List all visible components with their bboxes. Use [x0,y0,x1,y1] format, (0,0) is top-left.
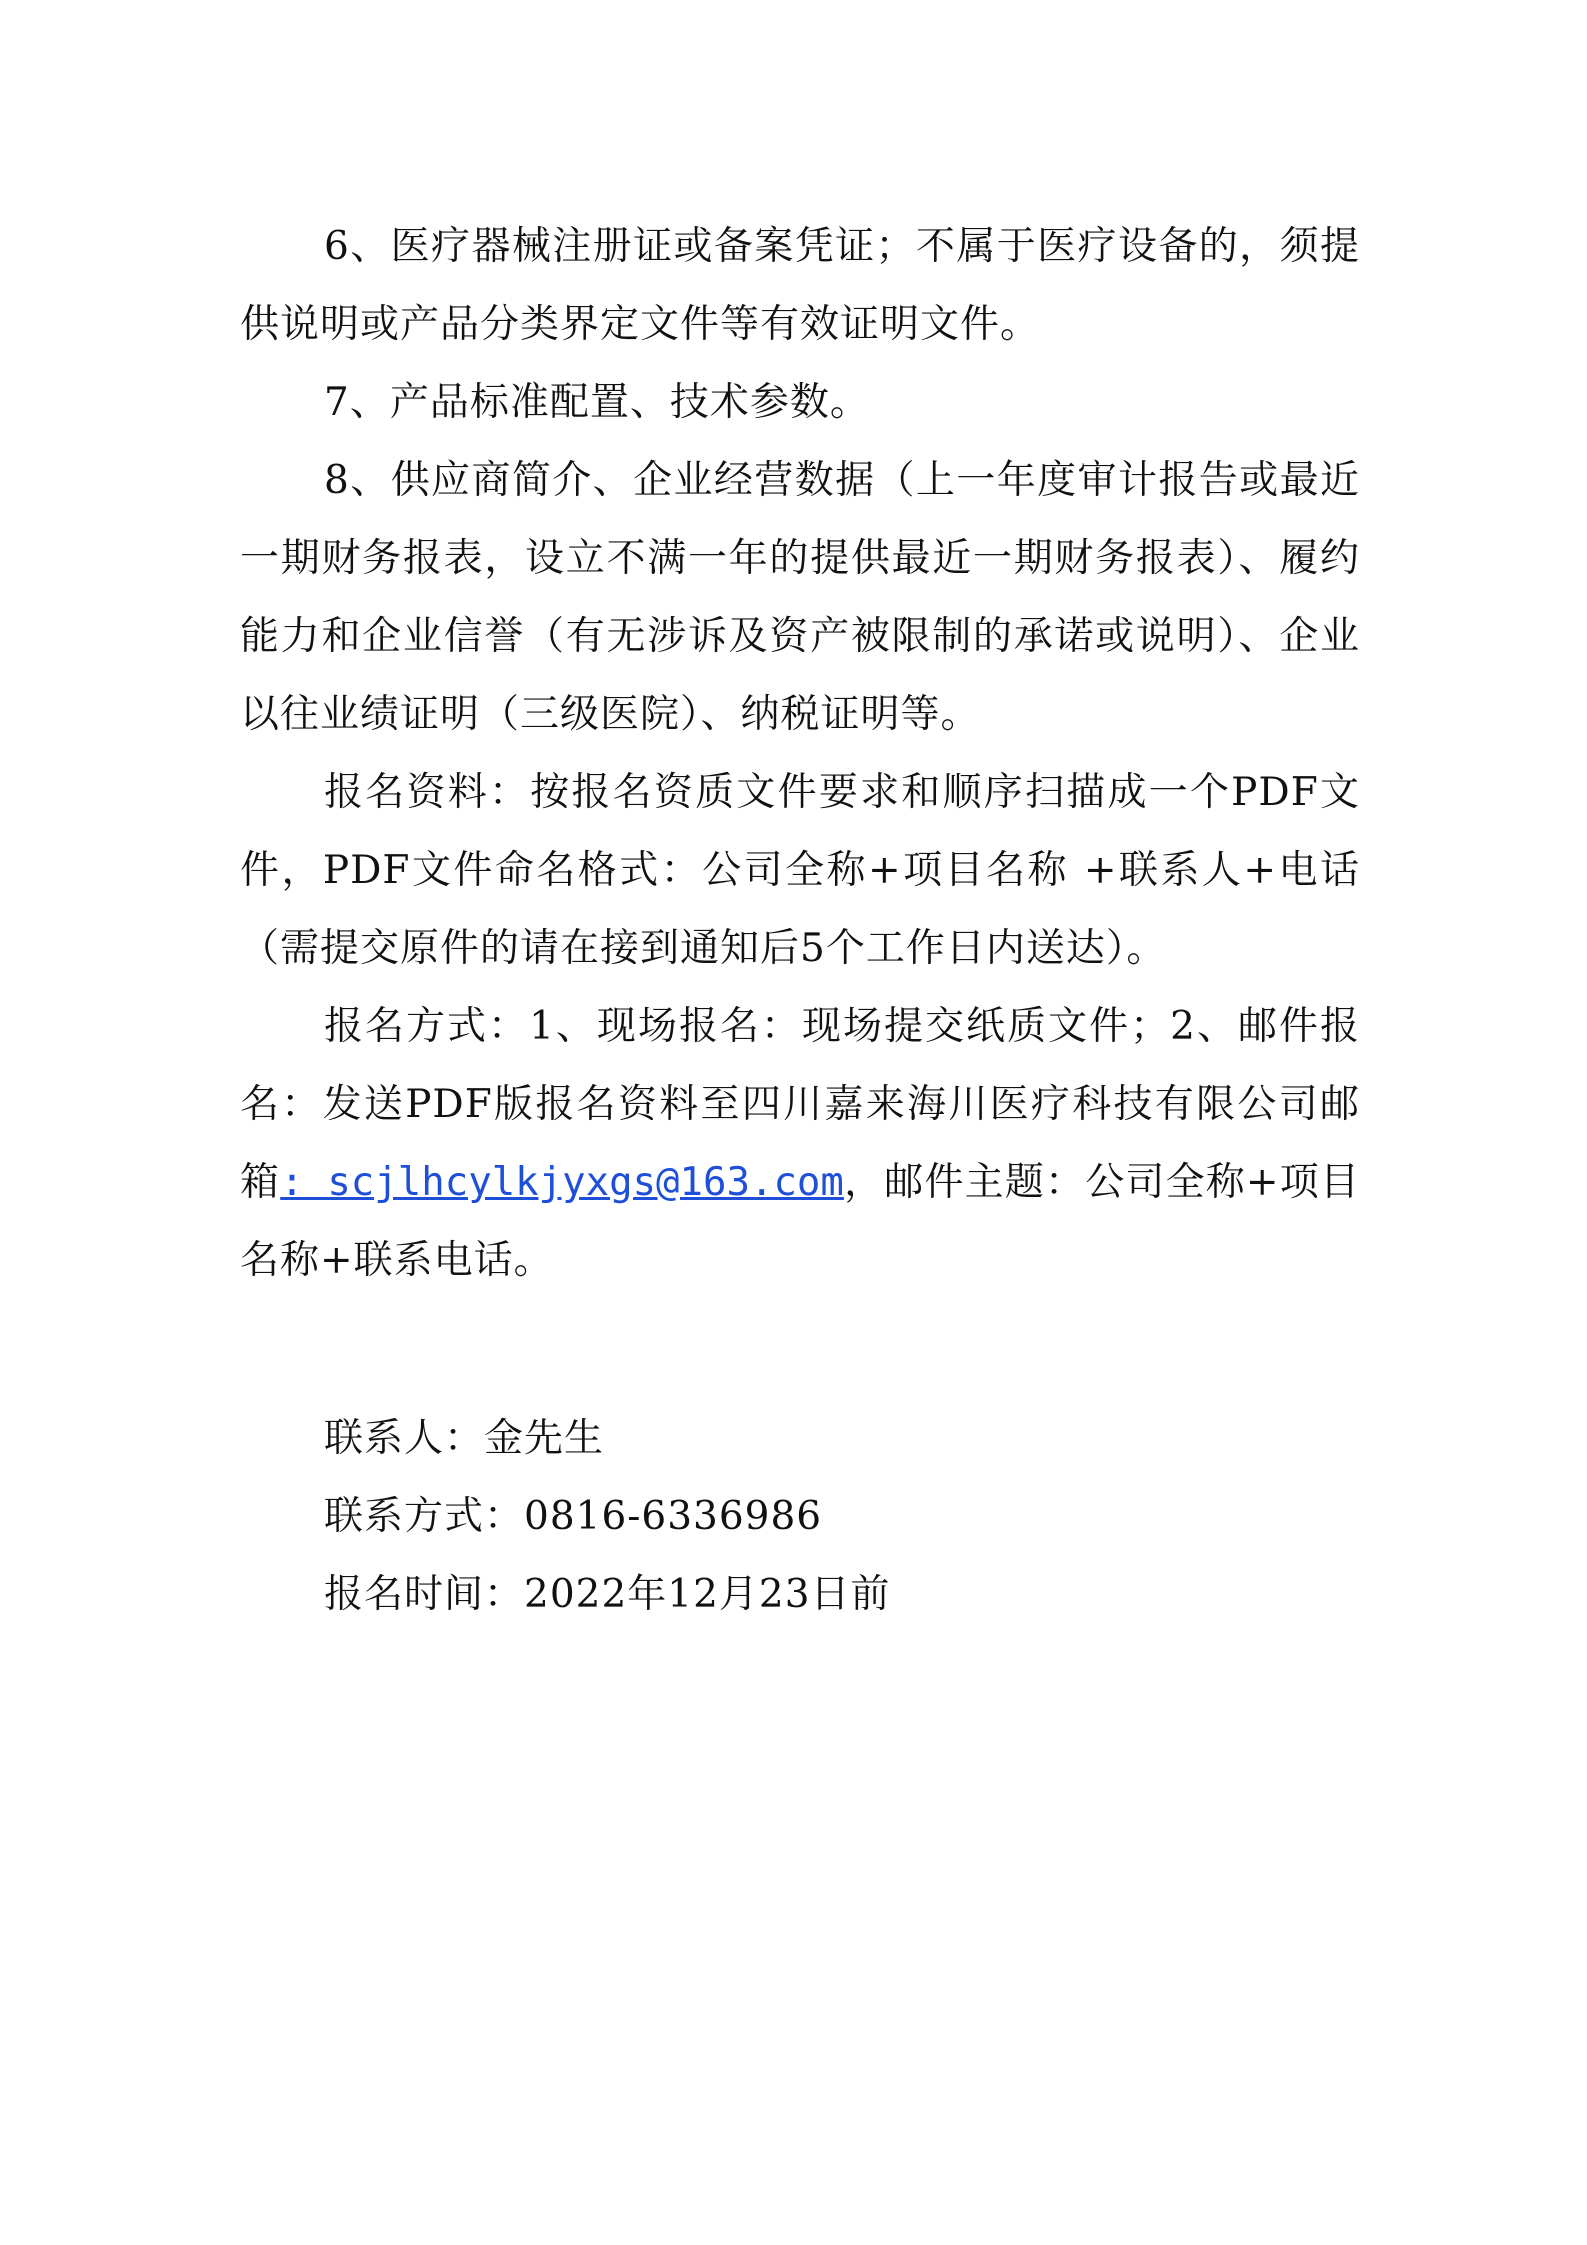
registration-deadline: 报名时间：2022年12月23日前 [324,1572,891,1617]
document-page [240,208,1360,1634]
registration-method-subject-text: ，邮件主题：公司全称+项目名称+联系电话。 [240,1160,1360,1283]
email-link[interactable]: : scjlhcylkjyxgs@163.com [280,1160,844,1205]
item-7-paragraph: 7、产品标准配置、技术参数。 [324,380,870,425]
item-6-paragraph: 6、医疗器械注册证或备案凭证；不属于医疗设备的，须提供说明或产品分类界定文件等有效证明文件。 [240,224,1360,347]
registration-materials-paragraph: 报名资料：按报名资质文件要求和顺序扫描成一个PDF文件，PDF文件命名格式：公司全称+项目名称 +联系人+电话（需提交原件的请在接到通知后5个工作日内送达）。 [240,770,1360,971]
contact-block [240,1400,1360,1634]
contact-person: 联系人：金先生 [324,1416,605,1461]
registration-method-text: 报名方式：1、现场报名：现场提交纸质文件；2、邮件报名：发送PDF版报名资料至四川嘉来海川医疗科技有限公司邮箱 [240,1004,1360,1205]
registration-method-paragraph [240,988,1360,1300]
contact-phone: 联系方式：0816-6336986 [324,1494,823,1539]
item-8-paragraph: 8、供应商简介、企业经营数据（上一年度审计报告或最近一期财务报表，设立不满一年的提供最近一期财务报表）、履约能力和企业信誉（有无涉诉及资产被限制的承诺或说明）、企业以往业绩证明（三级医院）、纳税证明等。 [240,458,1360,737]
